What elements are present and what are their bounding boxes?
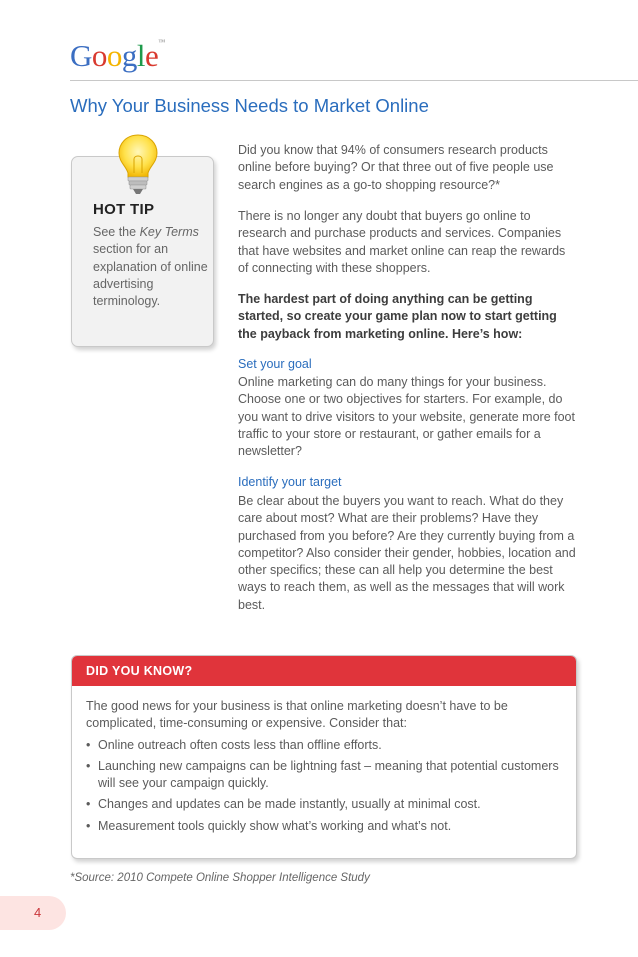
google-logo xyxy=(70,38,165,74)
did-you-know-body xyxy=(86,698,566,839)
hot-tip-heading: HOT TIP xyxy=(93,201,155,218)
list-item: • Launching new campaigns can be lightning fast – meaning that potential customers will see your campaign quickly. xyxy=(86,758,566,793)
did-you-know-box xyxy=(71,655,577,859)
logo-letter-e: e xyxy=(145,38,159,73)
page-number-tab xyxy=(0,896,66,930)
hot-tip-text-end: section for an explanation of online advertising terminology. xyxy=(93,242,208,309)
page-title: Why Your Business Needs to Market Online xyxy=(70,95,429,116)
hot-tip-text-start: See the xyxy=(93,225,140,239)
source-footnote: *Source: 2010 Compete Online Shopper Intelligence Study xyxy=(70,872,370,884)
identify-target-text: Be clear about the buyers you want to reach. What do they care about most? What are their problems? Have they purchased from you before? Are they currently buying from a competitor? Also consider their gender, hobbies, location and other specifics; these can all help you determine the best ways to reach them, as well as the messages that will work best. xyxy=(238,494,576,612)
hot-tip-text xyxy=(93,224,209,310)
research-paragraph: There is no longer any doubt that buyers go online to research and purchase products and services. Companies that have websites and market online can reap the rewards of connecting with these shoppers. xyxy=(238,209,566,275)
logo-letter-o2: o xyxy=(106,38,122,73)
game-plan-paragraph: The hardest part of doing anything can be getting started, so create your game plan now to start getting the payback from marketing online. Here’s how: xyxy=(238,292,557,341)
list-item: • Online outreach often costs less than offline efforts. xyxy=(86,737,566,754)
key-terms-reference: Key Terms xyxy=(139,225,199,239)
set-goal-text: Online marketing can do many things for your business. Choose one or two objectives for starters. For example, do you want to drive visitors to your website, generate more foot traffic to your store or restaurant, or gather emails for a newsletter? xyxy=(238,375,575,459)
did-you-know-intro: The good news for your business is that online marketing doesn’t have to be complicated, time-consuming or expensive. Consider that: xyxy=(86,699,508,731)
did-you-know-heading: DID YOU KNOW? xyxy=(72,656,576,686)
trademark-mark: ™ xyxy=(158,38,165,46)
intro-paragraph: Did you know that 94% of consumers research products online before buying? Or that three out of five people use search engines as a go-to shopping resource?* xyxy=(238,143,554,192)
header-divider xyxy=(70,80,638,81)
logo-letter-g: G xyxy=(70,38,92,73)
did-you-know-list xyxy=(86,737,566,835)
page-number: 4 xyxy=(34,905,42,920)
logo-letter-o1: o xyxy=(91,38,107,73)
set-goal-heading: Set your goal xyxy=(238,357,312,371)
list-item: • Changes and updates can be made instantly, usually at minimal cost. xyxy=(86,796,566,813)
list-item: • Measurement tools quickly show what’s working and what’s not. xyxy=(86,818,566,835)
identify-target-heading: Identify your target xyxy=(238,475,342,489)
logo-letter-g2: g xyxy=(121,38,137,73)
lightbulb-icon xyxy=(116,133,160,197)
logo-letter-l: l xyxy=(136,38,146,73)
